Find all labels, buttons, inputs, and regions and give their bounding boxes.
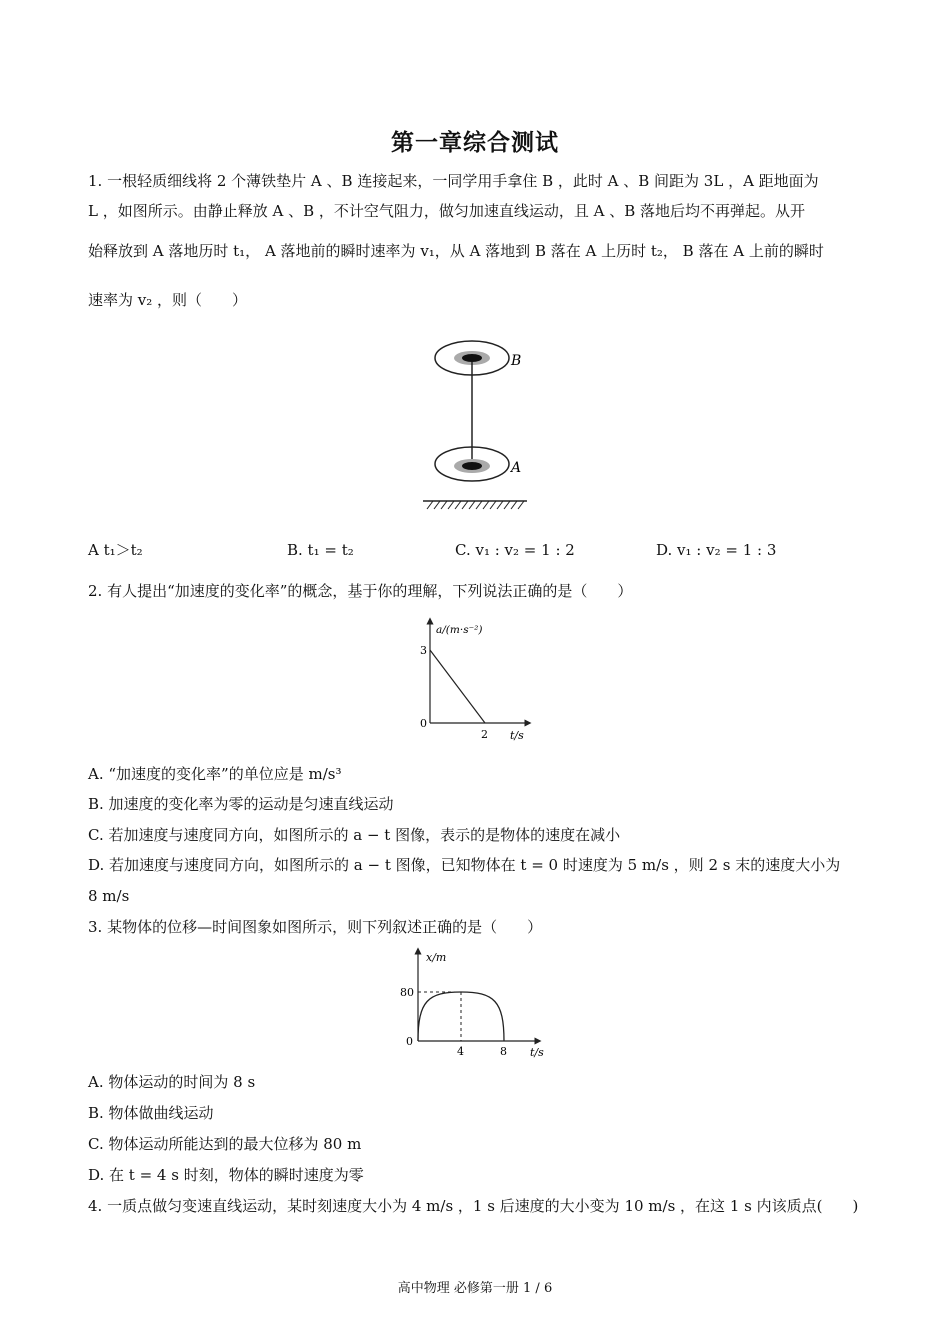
washer-b-hole [462, 354, 482, 362]
ground-hatching [427, 501, 524, 509]
q3-graph [398, 946, 553, 1062]
q1-line-2: L ，如图所示。由静止释放 A 、B ，不计空气阻力，做匀加速直线运动，且 A 、B 落地后均不再弹起。从开 [88, 202, 806, 220]
q1-option-b[interactable]: B. t₁ = t₂ [287, 541, 354, 559]
t-axis-label: t/s [530, 1046, 544, 1059]
q3-stem: 3. 某物体的位移—时间图象如图所示，则下列叙述正确的是（ ） [88, 918, 543, 936]
x-tick-2: 2 [481, 728, 488, 741]
y-tick-3: 3 [420, 644, 427, 657]
label-b: B [511, 353, 522, 369]
t-axis-label: t/s [510, 729, 524, 742]
a-axis-label: a/(m·s⁻²) [436, 624, 483, 636]
q2-option-d-cont: 8 m/s [88, 887, 130, 905]
page-title: 第一章综合测试 [391, 129, 559, 156]
q3-option-a[interactable]: A. 物体运动的时间为 8 s [88, 1073, 256, 1091]
origin-label: 0 [406, 1035, 413, 1048]
q3-option-c[interactable]: C. 物体运动所能达到的最大位移为 80 m [88, 1135, 362, 1153]
q1-line-1: 1. 一根轻质细线将 2 个薄铁垫片 A 、B 连接起来，一同学用手拿住 B ，此时 A 、B 间距为 3L ，A 距地面为 [88, 172, 819, 190]
q1-line-3: 始释放到 A 落地历时 t₁， A 落地前的瞬时速率为 v₁，从 A 落地到 B 落在 A 上历时 t₂， B 落在 A 上前的瞬时 [88, 242, 824, 260]
x-tick-8: 8 [500, 1045, 507, 1058]
q2-stem: 2. 有人提出“加速度的变化率”的概念，基于你的理解，下列说法正确的是（ ） [88, 582, 633, 600]
q2-option-a[interactable]: A. “加速度的变化率”的单位应是 m/s³ [88, 765, 342, 783]
x-axis-label: x/m [426, 951, 447, 964]
page-footer: 高中物理 必修第一册 1 / 6 [397, 1281, 553, 1296]
q1-option-c[interactable]: C. v₁ : v₂ = 1 : 2 [455, 541, 575, 559]
q1-option-a[interactable]: A t₁＞t₂ [88, 541, 143, 559]
x-tick-4: 4 [457, 1045, 464, 1058]
q1-figure [415, 333, 535, 513]
q2-option-d[interactable]: D. 若加速度与速度同方向，如图所示的 a − t 图像，已知物体在 t = 0 时速度为 5 m/s ，则 2 s 末的速度大小为 [88, 856, 841, 874]
q2-graph [412, 617, 542, 745]
q3-option-d[interactable]: D. 在 t = 4 s 时刻，物体的瞬时速度为零 [88, 1166, 364, 1184]
q4-stem: 4. 一质点做匀变速直线运动，某时刻速度大小为 4 m/s ，1 s 后速度的大小变为 10 m/s ，在这 1 s 内该质点( ) [88, 1197, 859, 1215]
origin-label: 0 [420, 717, 427, 730]
q3-option-b[interactable]: B. 物体做曲线运动 [88, 1104, 214, 1122]
q1-option-d[interactable]: D. v₁ : v₂ = 1 : 3 [656, 541, 777, 559]
q1-line-4: 速率为 v₂ ，则（ ） [88, 291, 248, 309]
washer-a-hole [462, 462, 482, 470]
y-tick-80: 80 [400, 986, 414, 999]
q2-option-c[interactable]: C. 若加速度与速度同方向，如图所示的 a − t 图像，表示的是物体的速度在减小 [88, 826, 621, 844]
q2-option-b[interactable]: B. 加速度的变化率为零的运动是匀速直线运动 [88, 795, 394, 813]
a-t-line [430, 650, 485, 723]
label-a: A [511, 460, 522, 476]
